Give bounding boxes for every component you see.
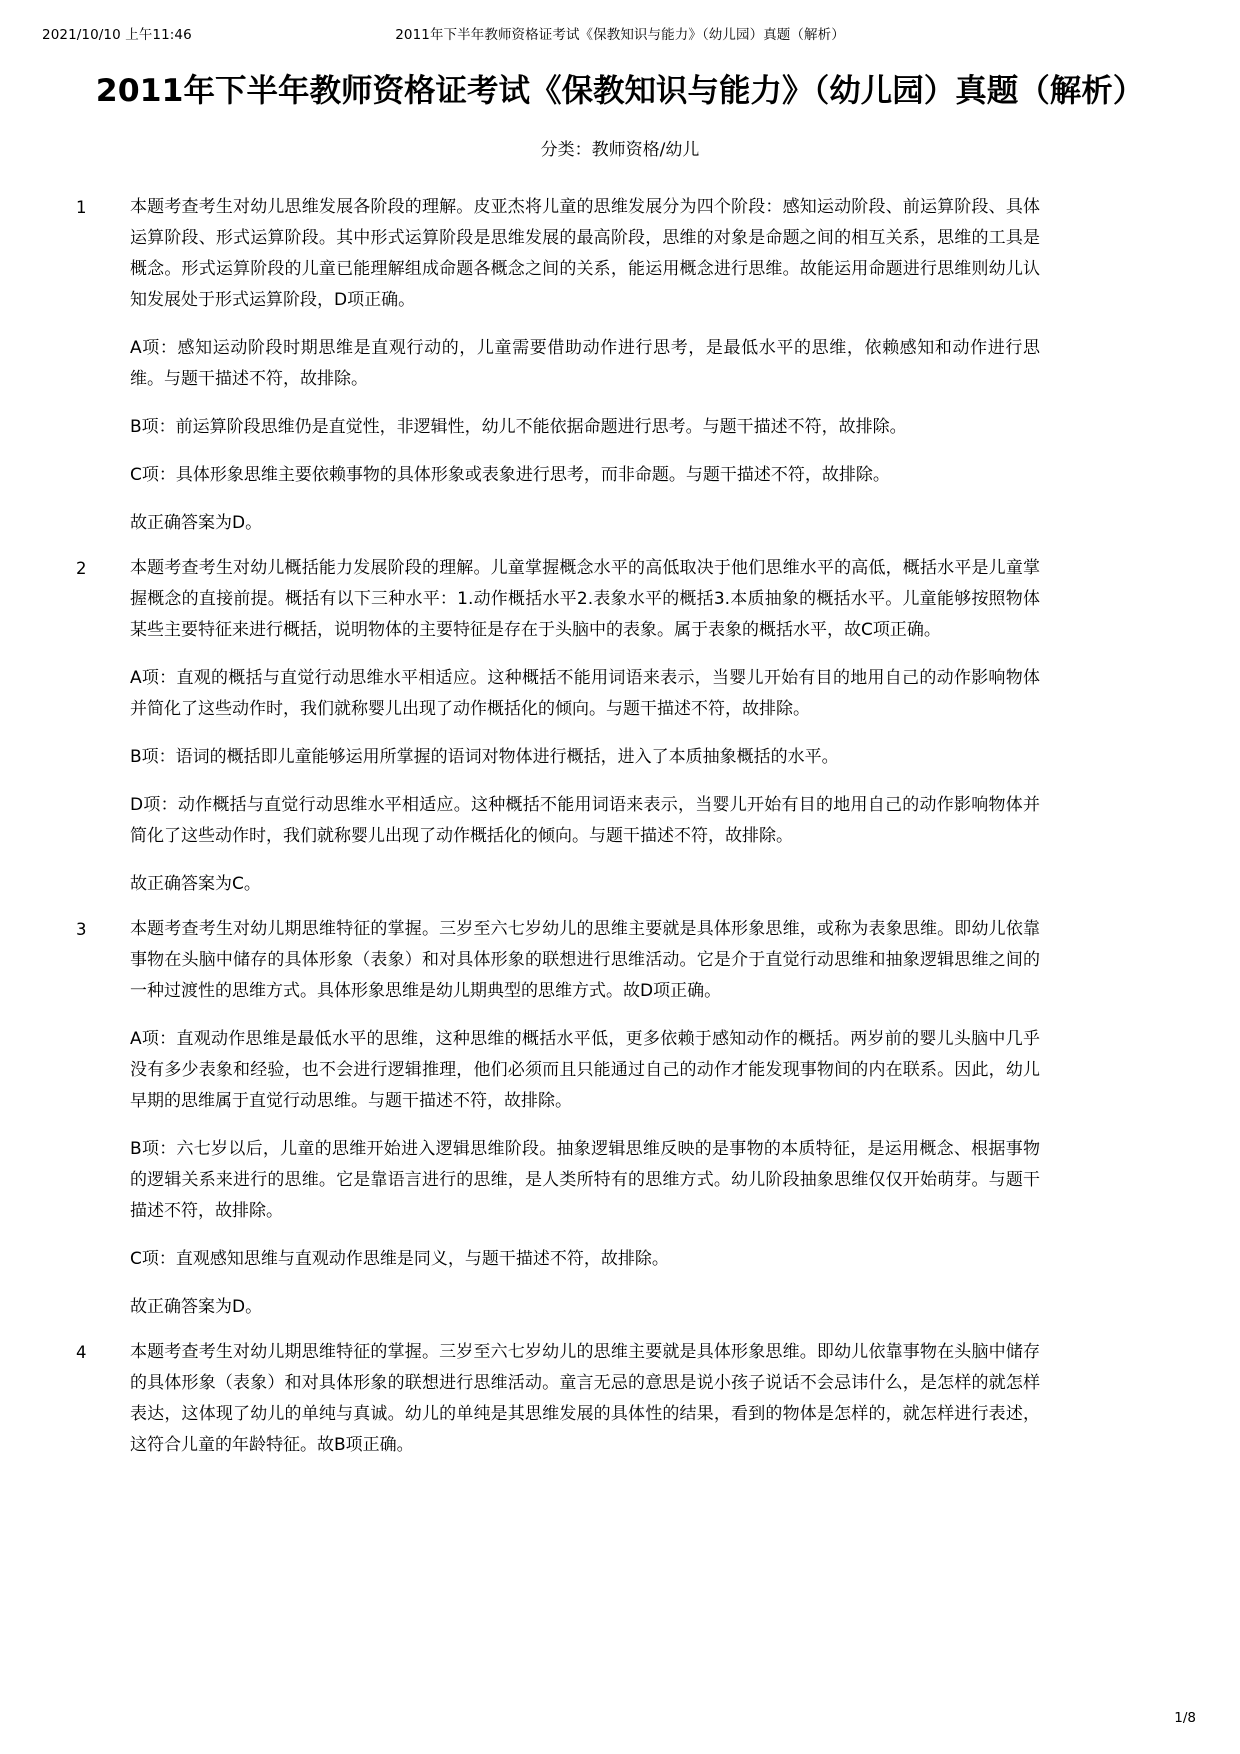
question-number: 4 (76, 1343, 87, 1363)
option-explanation-c: C项：具体形象思维主要依赖事物的具体形象或表象进行思考，而非命题。与题干描述不符，故排除。 (130, 465, 890, 486)
print-header-title: 2011年下半年教师资格证考试《保教知识与能力》（幼儿园）真题（解析） (395, 27, 845, 43)
option-explanation-b: B项：前运算阶段思维仍是直觉性，非逻辑性，幼儿不能依据命题进行思考。与题干描述不符，故排除。 (130, 417, 907, 438)
question-block (76, 914, 1164, 1323)
question-number: 3 (76, 920, 87, 940)
page-indicator: 1/8 (1174, 1710, 1196, 1726)
option-explanation-a: A项：直观动作思维是最低水平的思维，这种思维的概括水平低，更多依赖于感知动作的概括。两岁前的婴儿头脑中几乎没有多少表象和经验，也不会进行逻辑推理，他们必须而且只能通过自己的动作才能发现事物间的内在联系。因此，幼儿早期的思维属于直觉行动思维。与题干描述不符，故排除。 (130, 1029, 1040, 1112)
analysis-paragraph: 本题考查考生对幼儿期思维特征的掌握。三岁至六七岁幼儿的思维主要就是具体形象思维，或称为表象思维。即幼儿依靠事物在头脑中储存的具体形象（表象）和对具体形象的联想进行思维活动。它是介于直觉行动思维和抽象逻辑思维之间的一种过渡性的思维方式。具体形象思维是幼儿期典型的思维方式。故D项正确。 (130, 919, 1040, 1002)
print-footer (0, 1706, 1240, 1726)
option-explanation-a: A项：直观的概括与直觉行动思维水平相适应。这种概括不能用词语来表示，当婴儿开始有目的地用自己的动作影响物体并简化了这些动作时，我们就称婴儿出现了动作概括化的倾向。与题干描述不符，故排除。 (130, 668, 1040, 720)
correct-answer-line: 故正确答案为D。 (130, 513, 263, 534)
question-list (76, 192, 1164, 1461)
question-body (130, 553, 1040, 900)
analysis-paragraph: 本题考查考生对幼儿思维发展各阶段的理解。皮亚杰将儿童的思维发展分为四个阶段：感知运动阶段、前运算阶段、具体运算阶段、形式运算阶段。其中形式运算阶段是思维发展的最高阶段，思维的对象是命题之间的相互关系，思维的工具是概念。形式运算阶段的儿童已能理解组成命题各概念之间的关系，能运用概念进行思维。故能运用命题进行思维则幼儿认知发展处于形式运算阶段，D项正确。 (130, 197, 1040, 311)
question-block (76, 1337, 1164, 1461)
question-block (76, 192, 1164, 539)
option-explanation-d: D项：动作概括与直觉行动思维水平相适应。这种概括不能用词语来表示，当婴儿开始有目的地用自己的动作影响物体并简化了这些动作时，我们就称婴儿出现了动作概括化的倾向。与题干描述不符，故排除。 (130, 795, 1040, 847)
analysis-paragraph: 本题考查考生对幼儿期思维特征的掌握。三岁至六七岁幼儿的思维主要就是具体形象思维。即幼儿依靠事物在头脑中储存的具体形象（表象）和对具体形象的联想进行思维活动。童言无忌的意思是说小孩子说话不会忌讳什么，是怎样的就怎样表达，这体现了幼儿的单纯与真诚。幼儿的单纯是其思维发展的具体性的结果，看到的物体是怎样的，就怎样进行表述，这符合儿童的年龄特征。故B项正确。 (130, 1342, 1040, 1456)
question-body (130, 192, 1040, 539)
document-category: 分类：教师资格/幼儿 (540, 139, 700, 160)
print-timestamp: 2021/10/10 上午11:46 (42, 27, 192, 43)
question-body (130, 914, 1040, 1323)
correct-answer-line: 故正确答案为C。 (130, 874, 261, 895)
question-number: 1 (76, 198, 87, 218)
analysis-paragraph: 本题考查考生对幼儿概括能力发展阶段的理解。儿童掌握概念水平的高低取决于他们思维水平的高低，概括水平是儿童掌握概念的直接前提。概括有以下三种水平：1.动作概括水平2.表象水平的概括3.本质抽象的概括水平。儿童能够按照物体某些主要特征来进行概括，说明物体的主要特征是存在于头脑中的表象。属于表象的概括水平，故C项正确。 (130, 558, 1040, 641)
page-title: 2011年下半年教师资格证考试《保教知识与能力》（幼儿园）真题（解析） (95, 73, 1145, 109)
correct-answer-line: 故正确答案为D。 (130, 1297, 263, 1318)
print-header (0, 22, 1240, 44)
option-explanation-b: B项：语词的概括即儿童能够运用所掌握的语词对物体进行概括，进入了本质抽象概括的水平。 (130, 747, 839, 768)
question-block (76, 553, 1164, 900)
question-number: 2 (76, 559, 87, 579)
document-content (76, 70, 1164, 1467)
option-explanation-b: B项：六七岁以后，儿童的思维开始进入逻辑思维阶段。抽象逻辑思维反映的是事物的本质特征，是运用概念、根据事物的逻辑关系来进行的思维。它是靠语言进行的思维，是人类所特有的思维方式。幼儿阶段抽象思维仅仅开始萌芽。与题干描述不符，故排除。 (130, 1139, 1040, 1222)
option-explanation-a: A项：感知运动阶段时期思维是直观行动的，儿童需要借助动作进行思考，是最低水平的思维，依赖感知和动作进行思维。与题干描述不符，故排除。 (130, 338, 1040, 390)
option-explanation-c: C项：直观感知思维与直观动作思维是同义，与题干描述不符，故排除。 (130, 1249, 669, 1270)
question-body (130, 1337, 1040, 1461)
